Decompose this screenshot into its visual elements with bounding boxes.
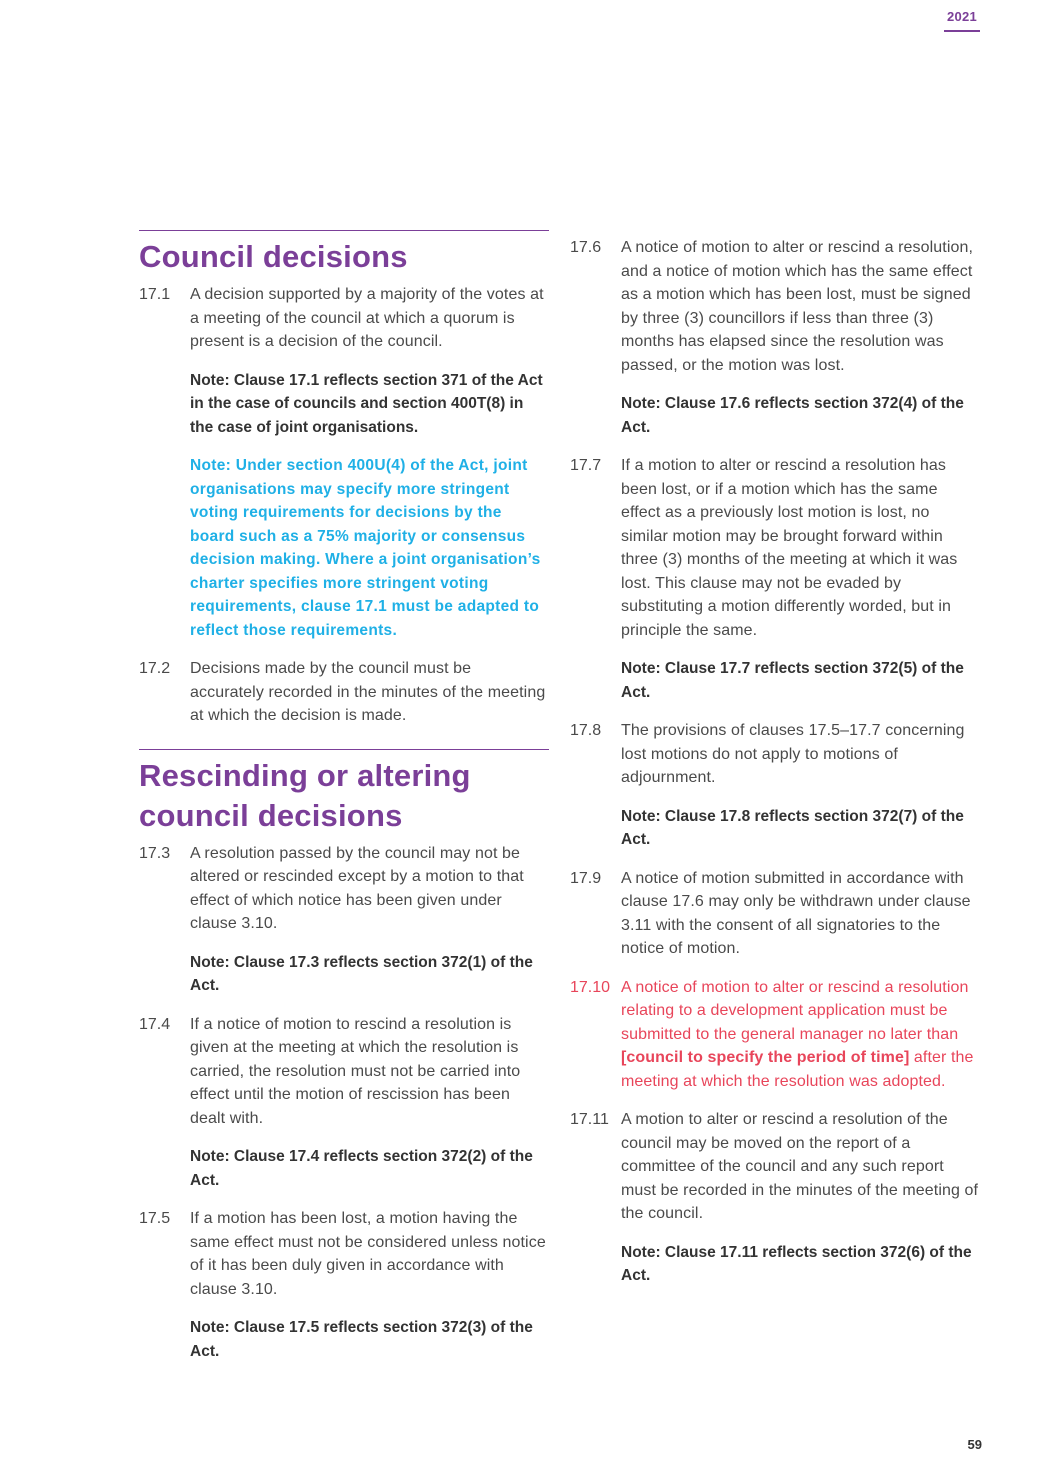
- clause-text-part-b: after the meeting at which the resolution was adopted.: [621, 1049, 974, 1090]
- page-number: 59: [967, 1437, 982, 1452]
- note-17-6: Note: Clause 17.6 reflects section 372(4) of the Act.: [621, 395, 964, 436]
- title-line-1: Rescinding or altering: [139, 757, 471, 793]
- clause-number: 17.6: [570, 239, 602, 256]
- clause-number: 17.11: [570, 1111, 609, 1128]
- clause-text: A motion to alter or rescind a resolution of the council may be moved on the report of a committee of the council and any such report must be recorded in the minutes of the meeting of the council.: [621, 1111, 979, 1222]
- clause-number: 17.5: [139, 1210, 171, 1227]
- clause-17-8: [570, 719, 980, 790]
- clause-17-5: [139, 1207, 549, 1301]
- clause-number: 17.7: [570, 457, 602, 474]
- note-17-3: Note: Clause 17.3 reflects section 372(1) of the Act.: [190, 953, 533, 994]
- document-year: 2021: [944, 9, 980, 32]
- clause-text: A notice of motion submitted in accordance with clause 17.6 may only be withdrawn under clause 3.11 with the consent of all signatories to the notice of motion.: [621, 869, 971, 957]
- clause-text: The provisions of clauses 17.5–17.7 concerning lost motions do not apply to motions of adjournment.: [621, 722, 965, 786]
- section-divider: [139, 749, 549, 750]
- note-17-4: Note: Clause 17.4 reflects section 372(2) of the Act.: [190, 1148, 533, 1189]
- clause-17-7: [570, 454, 980, 642]
- clause-text: [621, 976, 980, 1094]
- note-17-7: Note: Clause 17.7 reflects section 372(5) of the Act.: [621, 660, 964, 701]
- note-17-11: Note: Clause 17.11 reflects section 372(6) of the Act.: [621, 1243, 972, 1284]
- clause-text: A resolution passed by the council may not be altered or rescinded except by a motion to that effect of which notice has been given under clause 3.10.: [190, 844, 524, 932]
- title-line-2: council decisions: [139, 797, 403, 833]
- note-17-5: Note: Clause 17.5 reflects section 372(3) of the Act.: [190, 1319, 533, 1360]
- clause-17-9: [570, 867, 980, 961]
- clause-number: 17.4: [139, 1015, 171, 1033]
- clause-placeholder-period: [council to specify the period of time]: [621, 1049, 910, 1066]
- clause-17-1: [139, 283, 549, 354]
- clause-text: A notice of motion to alter or rescind a resolution, and a notice of motion which has the same effect as a motion which has been lost, must be signed by three (3) councillors if less than three (3) months has elapsed since the resolution was passed, or the motion was lost.: [621, 239, 974, 374]
- clause-text: Decisions made by the council must be accurately recorded in the minutes of the meeting at which the decision is made.: [190, 660, 546, 724]
- clause-text: If a motion has been lost, a motion having the same effect must not be considered unless notice of it has been duly given in accordance with clause 3.10.: [190, 1210, 546, 1298]
- clause-number: 17.8: [570, 722, 602, 739]
- clause-17-6: [570, 236, 980, 377]
- clause-text-part-a: A notice of motion to alter or rescind a resolution relating to a development application must be submitted to the general manager no later than: [621, 978, 969, 1043]
- clause-number: 17.3: [139, 844, 171, 862]
- note-17-1-joint-organisations: Note: Under section 400U(4) of the Act, joint organisations may specify more stringent voting requirements for decisions by the board such as a 75% majority or consensus decision making. Where a joint organisation’s charter specifies more stringent voting requirements, clause 17.1 must be adapted to reflect those requirements.: [190, 457, 541, 639]
- clause-17-3: [139, 842, 549, 936]
- note-17-8: Note: Clause 17.8 reflects section 372(7) of the Act.: [621, 807, 964, 848]
- clause-17-4: [139, 1013, 549, 1131]
- clause-number: 17.1: [139, 286, 171, 303]
- note-17-1: Note: Clause 17.1 reflects section 371 of the Act in the case of councils and section 400T(8) in the case of joint organisations.: [190, 371, 543, 436]
- section-title-rescinding: [139, 756, 549, 836]
- clause-text: If a notice of motion to rescind a resolution is given at the meeting at which the resolution is carried, the resolution must not be carried into effect until the motion of rescission has been dealt with.: [190, 1015, 521, 1127]
- clause-number: 17.10: [570, 978, 611, 996]
- right-column: [570, 236, 980, 1288]
- clause-17-2: [139, 657, 549, 728]
- clause-number: 17.9: [570, 869, 602, 887]
- clause-17-10: [570, 976, 980, 1094]
- clause-number: 17.2: [139, 660, 171, 677]
- section-divider: [139, 230, 549, 231]
- clause-text: A decision supported by a majority of the votes at a meeting of the council at which a quorum is present is a decision of the council.: [190, 286, 544, 350]
- clause-text: If a motion to alter or rescind a resolution has been lost, or if a motion which has the same effect as a previously lost motion is lost, no similar motion may be brought forward within three (3) months of the meeting at which it was lost. This clause may not be evaded by substituting a motion differently worded, but in principle the same.: [621, 457, 958, 639]
- clause-17-11: [570, 1108, 980, 1226]
- left-column: [139, 230, 549, 1363]
- section-title-council-decisions: Council decisions: [139, 239, 408, 274]
